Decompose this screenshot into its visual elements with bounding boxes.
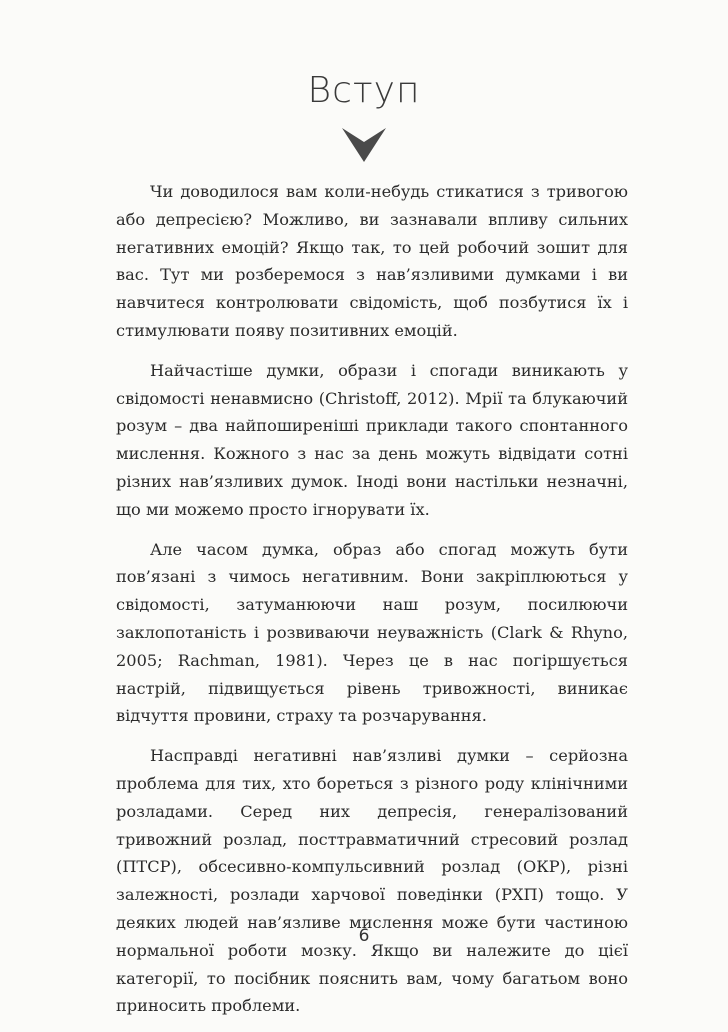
- paragraph-3: Але часом думка, образ або спогад можуть бути пов’язані з чимось негативним. Вони закріплюються у свідомості, затуманюючи наш розум, посилюючи заклопотаність і розвиваючи неуважність (Clark & Rhyno, 2005; Rachman, 1981). Через це в нас погіршується настрій, підвищується рівень тривожності, виникає відчуття провини, страху та розчарування.: [116, 539, 628, 726]
- chevron-down-icon: [342, 128, 386, 162]
- paragraph-1: Чи доводилося вам коли-небудь стикатися з тривогою або депресією? Можливо, ви зазнавали впливу сильних негативних емоцій? Якщо так, то цей робочий зошит для вас. Тут ми розберемося з нав’язливими думками і ви навчитеся контролювати свідомість, щоб позбутися їх і стимулювати появу позитивних емоцій.: [116, 182, 628, 340]
- body-text: [116, 178, 628, 1032]
- paragraph-4: Насправді негативні нав’язливі думки – серйозна проблема для тих, хто бореться з різного роду клінічними розладами. Серед них депресія, генералізований тривожний розлад, посттравматичний стресовий розлад (ПТСР), обсесивно-компульсивний розлад (ОКР), різні залежності, розлади харчової поведінки (РХП) тощо. У деяких людей нав’язливе мислення може бути частиною нормальної роботи мозку. Якщо ви належите до цієї категорії, то посібник пояснить вам, чому багатьом воно приносить проблеми.: [116, 746, 628, 1016]
- page-number: 6: [358, 926, 370, 946]
- chapter-title: Вступ: [307, 70, 421, 111]
- paragraph-2: Найчастіше думки, образи і спогади виникають у свідомості ненавмисно (Christoff, 2012). Мрії та блукаючий розум – два найпоширеніші приклади такого спонтанного мислення. Кожного з нас за день можуть відвідати сотні різних нав’язливих думок. Іноді вони настільки незначні, що ми можемо просто ігнорувати їх.: [116, 360, 628, 519]
- chevron-shape: [342, 128, 386, 162]
